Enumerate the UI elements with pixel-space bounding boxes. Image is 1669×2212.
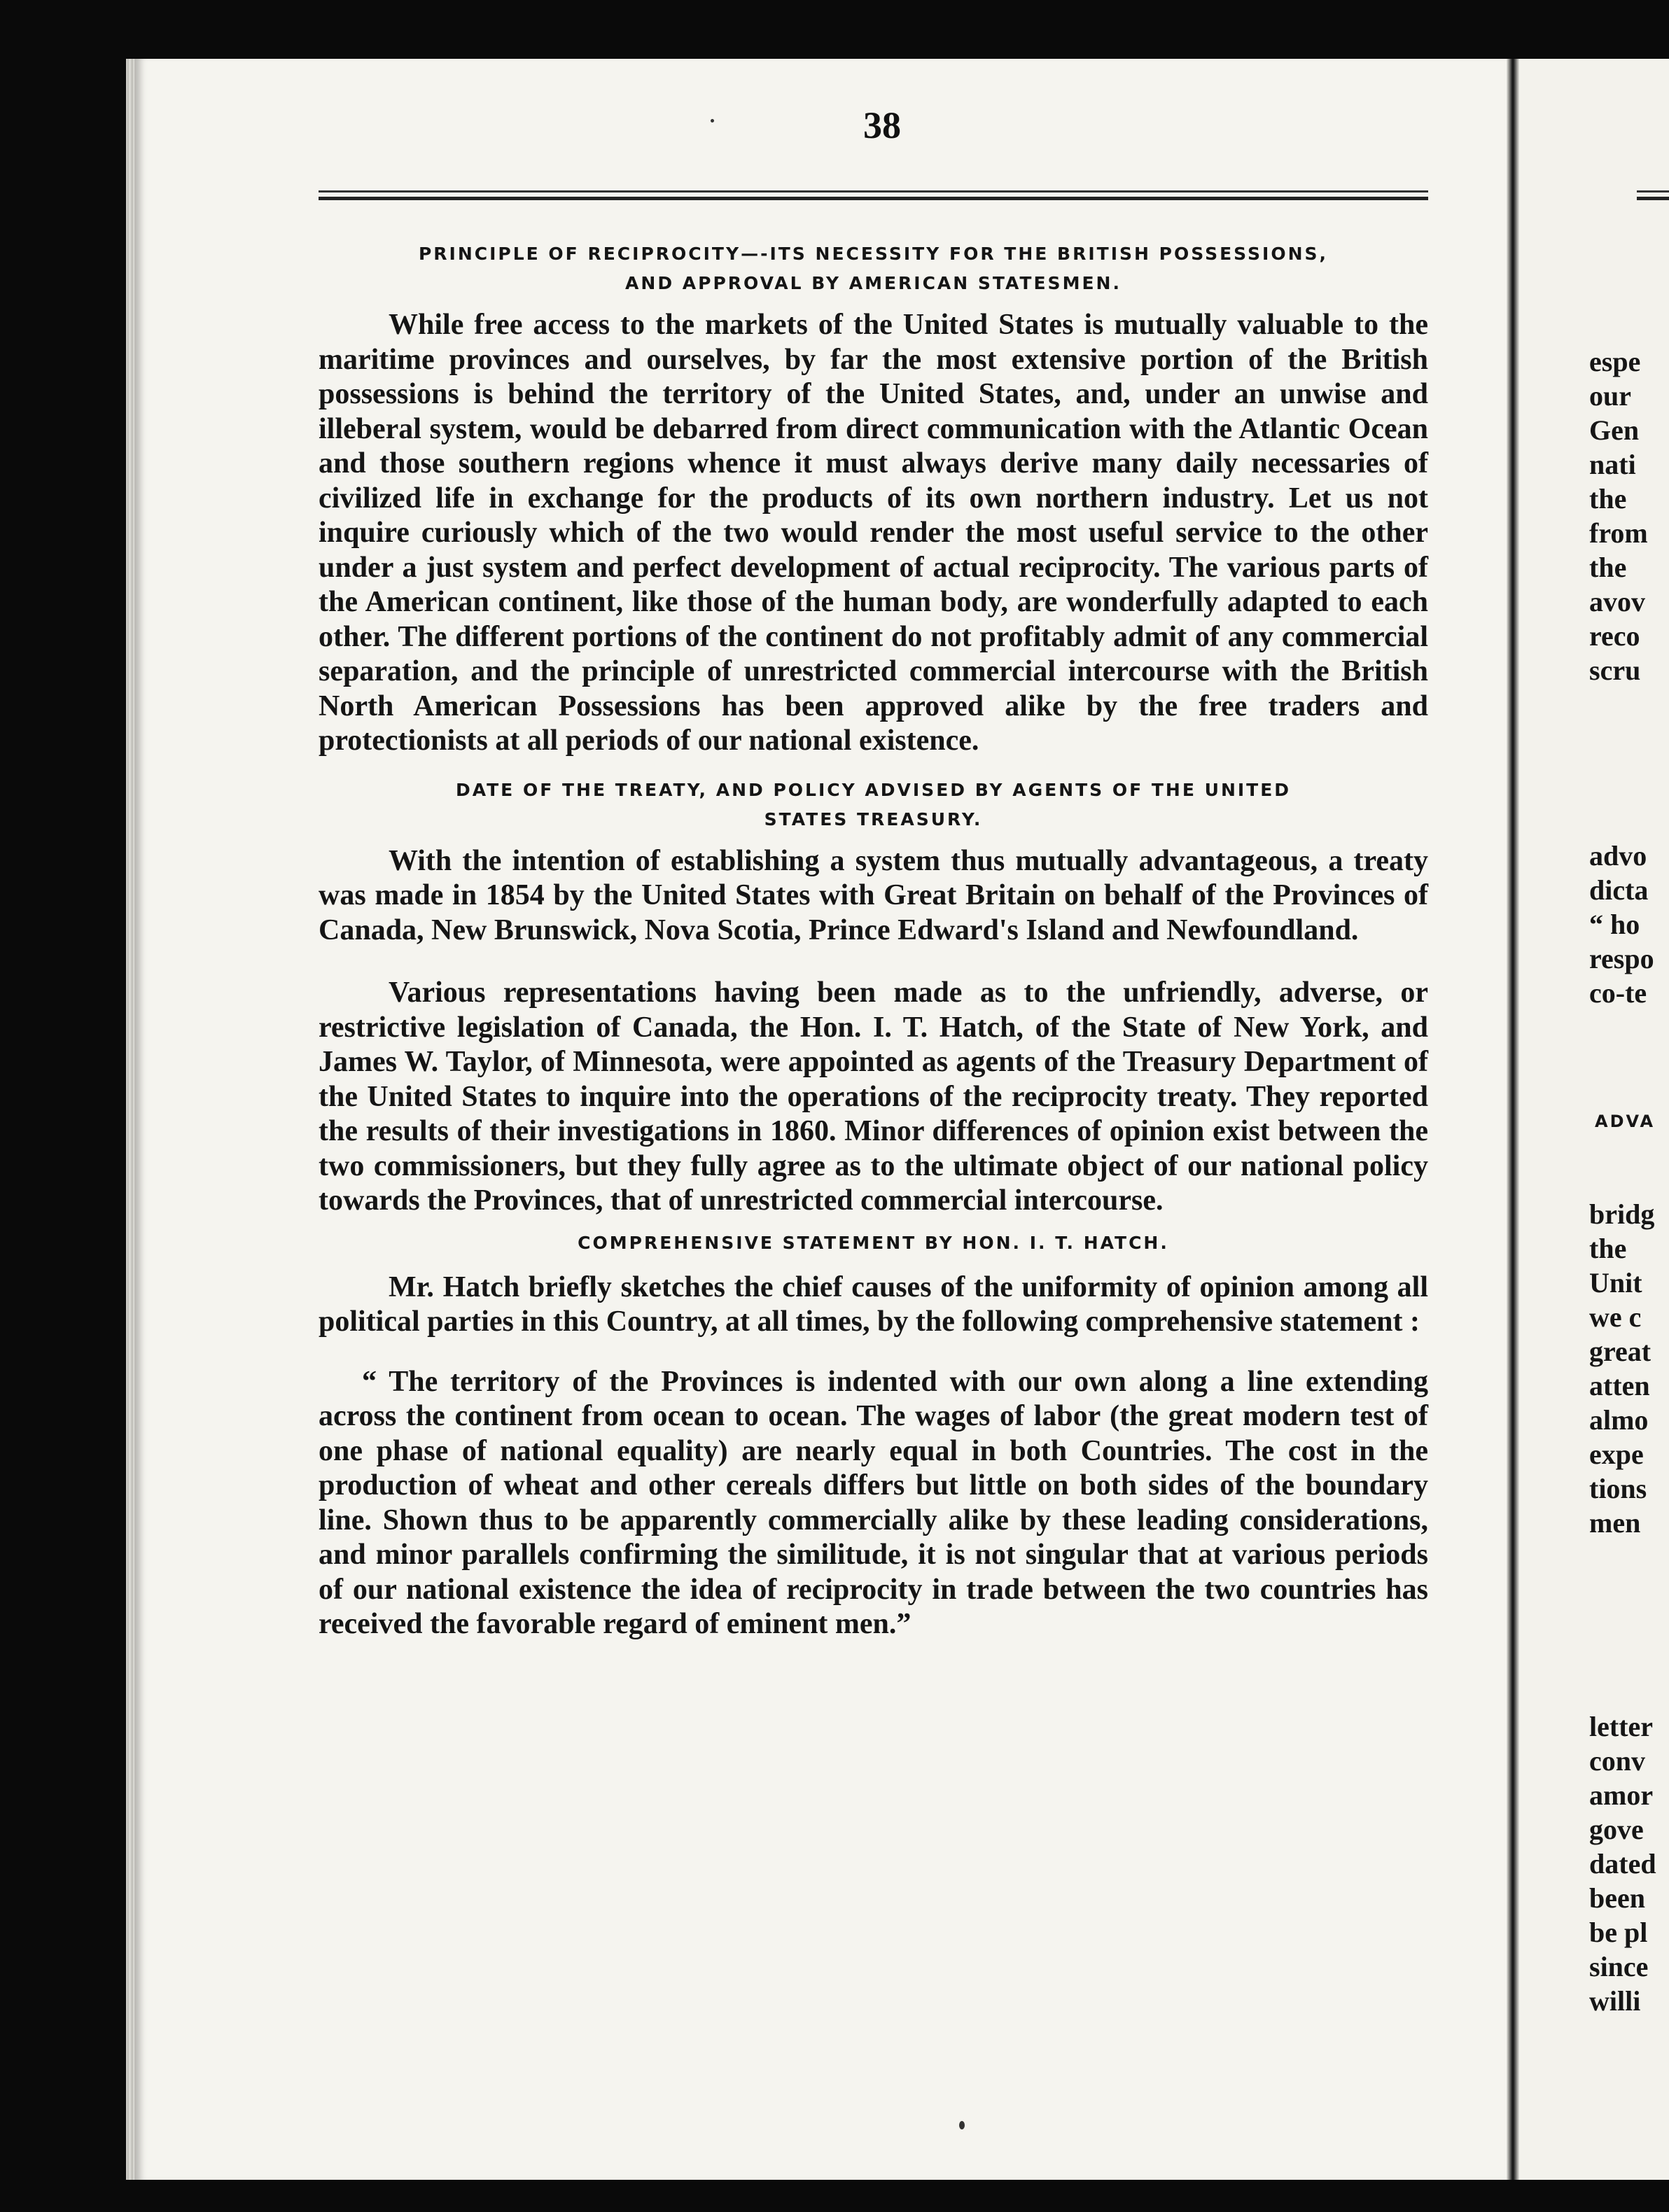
facing-word: tions — [1589, 1473, 1647, 1504]
page-number: 38 — [863, 104, 901, 146]
facing-word: expe — [1589, 1438, 1644, 1470]
header-rule — [319, 190, 1428, 200]
facing-word: nati — [1589, 449, 1636, 480]
paragraph-reciprocity: While free access to the markets of the United States is mutually valuable to the maritime provinces and ourselves, by far the most extensive portion of the British possessions is behind the territory of the United States, and, under an unwise and illeberal system, would be debarred from direct communication with the Atlantic Ocean and those southern regions whence it must always derive many daily necessaries of civilized life in exchange for the products of its own northern industry. Let us not inquire curiously which of the two would render the most useful service to the other under a just system and perfect development of actual reciprocity. The various parts of the American continent, like those of the human body, are wonderfully adapted to each other. The different portions of the continent do not profitably admit of any commercial separation, and the principle of unrestricted commercial intercourse with the British North American Possessions has been approved alike by the free traders and protectionists at all periods of our national existence. — [319, 309, 1428, 757]
facing-word: respo — [1589, 943, 1654, 974]
facing-word: willi — [1589, 1985, 1641, 2017]
facing-word: been — [1589, 1882, 1645, 1914]
facing-word: atten — [1589, 1370, 1650, 1401]
facing-word: scru — [1589, 654, 1641, 686]
paragraph-treaty: With the intention of establishing a system thus mutually advantageous, a treaty was made in 1854 by the United States with Great Britain on behalf of the Provinces of Canada, New Brunswick, Nova Scotia, Prince Edward's Island and Newfoundland. — [319, 844, 1428, 946]
facing-heading: ADVA — [1595, 1112, 1656, 1131]
left-page-text — [319, 239, 1428, 1642]
facing-word: great — [1589, 1336, 1651, 1367]
section-heading-hatch — [319, 1228, 1428, 1258]
facing-word: conv — [1589, 1745, 1645, 1777]
facing-word: amor — [1589, 1779, 1654, 1811]
facing-word: our — [1589, 380, 1631, 412]
facing-word: Gen — [1589, 414, 1640, 446]
facing-word: almo — [1589, 1404, 1649, 1436]
facing-word: avov — [1589, 586, 1645, 617]
facing-word: we c — [1589, 1301, 1642, 1333]
facing-word: bridg — [1589, 1198, 1655, 1230]
facing-word: dicta — [1589, 874, 1649, 906]
facing-word: be pl — [1589, 1917, 1648, 1948]
section-heading-treaty — [319, 776, 1428, 834]
facing-header-rule — [1637, 190, 1669, 200]
facing-word: gove — [1589, 1814, 1644, 1845]
facing-word: letter — [1589, 1711, 1654, 1742]
facing-word: the — [1589, 552, 1627, 583]
facing-word: the — [1589, 1233, 1627, 1264]
quote-hatch: “ The territory of the Provinces is indented with our own along a line extending across the continent from ocean to ocean. The wages of labor (the great modern test of one phase of national equality) are nearly equal in both Countries. The cost in the production of wheat and other cereals differs but little on both sides of the boundary line. Shown thus to be apparently commercially alike by these leading considerations, and minor parallels confirming the similitude, it is not singular that at various periods of our national existence the idea of reciprocity in trade between the two countries has received the favorable regard of eminent men.” — [319, 1365, 1428, 1640]
heading-line: AND APPROVAL BY AMERICAN STATESMEN. — [625, 273, 1122, 293]
heading-line: STATES TREASURY. — [764, 808, 983, 830]
facing-word: men — [1589, 1507, 1641, 1539]
print-speck — [959, 2121, 965, 2129]
facing-word: the — [1589, 483, 1627, 514]
facing-word: advo — [1589, 840, 1647, 872]
heading-line: COMPREHENSIVE STATEMENT BY HON. I. T. HATCH. — [578, 1232, 1169, 1253]
paragraph-hatch: Mr. Hatch briefly sketches the chief causes of the uniformity of opinion among all political parties in this Country, at all times, by the following comprehensive statement : — [319, 1270, 1428, 1338]
print-speck — [711, 119, 714, 122]
facing-word: since — [1589, 1951, 1649, 1982]
heading-line: PRINCIPLE OF RECIPROCITY—-ITS NECESSITY FOR THE BRITISH POSSESSIONS, — [418, 244, 1329, 264]
book-gutter — [1507, 59, 1519, 2180]
facing-word: “ ho — [1589, 909, 1640, 940]
facing-word: espe — [1589, 346, 1641, 377]
facing-word: co-te — [1589, 977, 1647, 1009]
heading-line: DATE OF THE TREATY, AND POLICY ADVISED BY AGENTS OF THE UNITED — [455, 779, 1292, 800]
facing-word: reco — [1589, 620, 1640, 652]
facing-word: from — [1589, 517, 1648, 549]
section-heading-reciprocity — [319, 239, 1428, 298]
facing-word: Unit — [1589, 1267, 1642, 1298]
paragraph-agents: Various representations having been made as to the unfriendly, adverse, or restrictive legislation of Canada, the Hon. I. T. Hatch, of the State of New York, and James W. Taylor, of Minnesota, were appointed as agents of the Treasury Department of the United States to inquire into the operations of the reciprocity treaty. They reported the results of their investigations in 1860. Minor differences of opinion exist between the two commissioners, but they fully agree as to the ultimate object of our national policy towards the Provinces, that of unrestricted commercial intercourse. — [319, 976, 1428, 1217]
facing-word: dated — [1589, 1848, 1656, 1879]
